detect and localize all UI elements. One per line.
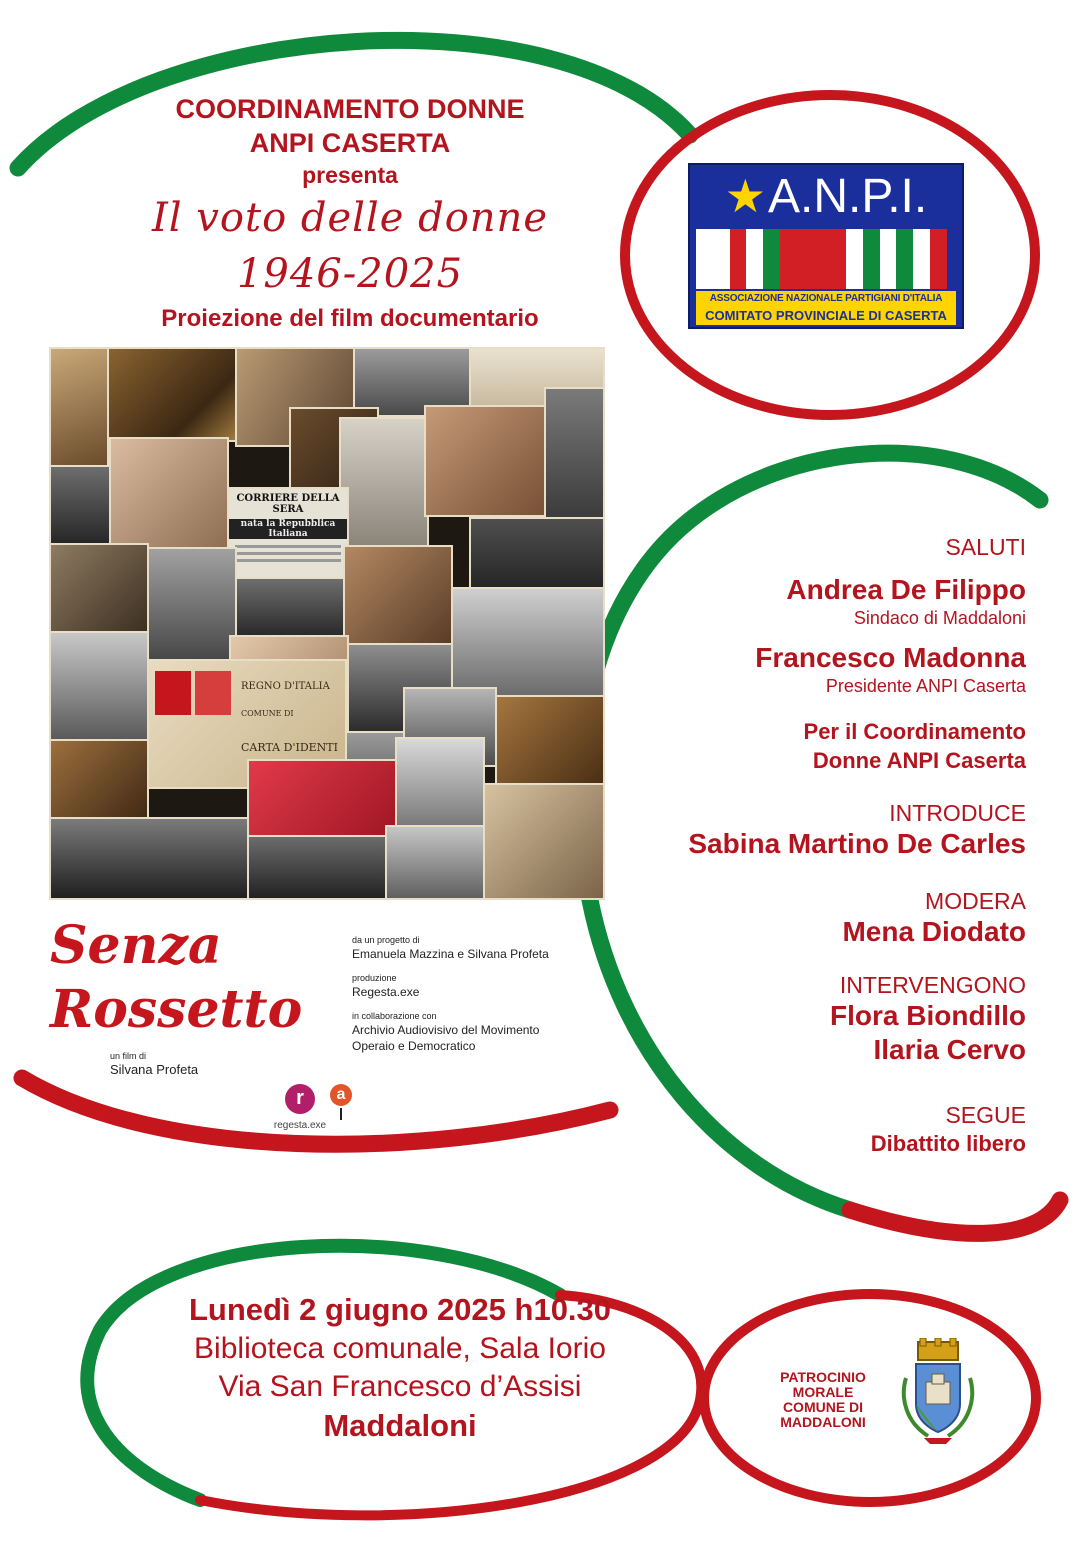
patronage-line3: COMUNE DI: [782, 1399, 864, 1415]
intervengono-label: INTERVENGONO: [839, 972, 1026, 998]
program-ring-red: [850, 1200, 1060, 1233]
collage-photo: [483, 783, 605, 900]
newspaper-line: [235, 559, 341, 562]
presents-text: presenta: [302, 162, 398, 188]
org-line1: COORDINAMENTO DONNE: [175, 94, 525, 124]
anpi-logo: [688, 163, 964, 329]
collage-photo: [424, 405, 546, 517]
event-date: Lunedì 2 giugno 2025 h10.30: [188, 1292, 612, 1327]
patronage-line2: MORALE: [792, 1384, 854, 1400]
speaker-name: Andrea De Filippo: [786, 574, 1026, 605]
project-names: Emanuela Mazzina e Silvana Profeta: [352, 947, 549, 961]
flag-icon: [796, 229, 848, 289]
flag-icon: [846, 229, 898, 289]
event-subtitle: Proiezione del film documentario: [161, 305, 539, 332]
film-author: [110, 1050, 198, 1078]
photo-collage: [49, 347, 605, 900]
poster-header: [60, 92, 640, 336]
event-info: [130, 1290, 670, 1446]
newspaper-masthead: CORRIERE DELLA SERA: [236, 493, 340, 515]
newspaper-line: [235, 545, 341, 548]
revenue-stamp: [155, 671, 191, 715]
coat-of-arms-icon: [896, 1338, 980, 1448]
segue-value: Dibattito libero: [870, 1131, 1026, 1156]
patronage-line1: PATROCINIO: [780, 1369, 866, 1385]
event-venue: Biblioteca comunale, Sala Iorio: [194, 1332, 606, 1365]
collage-photo: [49, 543, 149, 633]
newspaper-clipping: [227, 487, 349, 579]
event-city: Maddaloni: [323, 1408, 477, 1443]
anpi-logo-line1: ASSOCIAZIONE NAZIONALE PARTIGIANI D'ITALIA: [709, 293, 943, 304]
intervengono-name: Ilaria Cervo: [873, 1034, 1026, 1065]
speaker-name: Francesco Madonna: [755, 642, 1026, 673]
film-credits: [352, 934, 602, 1054]
film-author-label: un film di: [110, 1051, 147, 1061]
patronage-line4: MADDALONI: [780, 1414, 866, 1430]
introduce-name: Sabina Martino De Carles: [688, 828, 1026, 859]
document-type: CARTA D'IDENTI: [241, 741, 338, 754]
document-heading: REGNO D'ITALIA: [241, 681, 330, 692]
patronage: [760, 1370, 886, 1430]
flag-icon: [896, 229, 948, 289]
saluti-label: SALUTI: [945, 534, 1026, 560]
production-name: Regesta.exe: [352, 985, 420, 999]
star-icon: ★: [724, 170, 767, 222]
speaker-role: Presidente ANPI Caserta: [825, 676, 1026, 696]
newspaper-headline: nata la Repubblica Italiana: [229, 519, 347, 539]
event-address: Via San Francesco d’Assisi: [218, 1370, 582, 1403]
collage-photo: [107, 347, 237, 442]
collage-photo: [109, 437, 229, 557]
event-years: 1946-2025: [236, 251, 464, 297]
anpi-logo-title: [690, 165, 962, 227]
anpi-logo-line2: COMITATO PROVINCIALE DI CASERTA: [705, 308, 947, 323]
film-title: [50, 915, 303, 1040]
flag-icon: [696, 229, 748, 289]
collage-photo: [235, 577, 345, 637]
regesta-logo-icon: r: [285, 1084, 315, 1114]
collage-photo: [247, 835, 387, 900]
coordination-line2: Donne ANPI Caserta: [812, 748, 1026, 773]
speaker-role: Sindaco di Maddaloni: [853, 608, 1026, 628]
collage-photo: [147, 547, 237, 677]
regesta-logo: [272, 1084, 328, 1131]
anpi-logo-acronym: A.N.P.I.: [768, 170, 928, 223]
film-title-line1: Senza: [50, 915, 222, 976]
film-title-line2: Rossetto: [50, 979, 303, 1040]
collage-photo: [49, 631, 149, 741]
aamod-logo-stem: [340, 1108, 342, 1120]
aamod-logo-icon: a: [330, 1084, 352, 1106]
segue-label: SEGUE: [945, 1102, 1026, 1128]
collab-label: in collaborazione con: [352, 1011, 437, 1021]
modera-label: MODERA: [925, 888, 1026, 914]
flag-icon: [746, 229, 798, 289]
revenue-stamp: [195, 671, 231, 715]
newspaper-line: [235, 552, 341, 555]
project-label: da un progetto di: [352, 935, 420, 945]
collage-photo: [49, 739, 149, 829]
modera-name: Mena Diodato: [842, 916, 1026, 947]
anpi-logo-subtitle: [696, 291, 956, 325]
collage-photo: [385, 825, 485, 900]
intervengono-name: Flora Biondillo: [830, 1000, 1026, 1031]
introduce-label: INTRODUCE: [889, 800, 1026, 826]
org-line2: ANPI CASERTA: [249, 128, 451, 158]
event-title: Il voto delle donne: [152, 195, 548, 241]
production-label: produzione: [352, 973, 397, 983]
document-line: COMUNE DI: [241, 709, 294, 718]
collage-photo: [49, 817, 249, 900]
collage-photo: [451, 587, 605, 697]
collab-line2: Operaio e Democratico: [352, 1039, 476, 1053]
regesta-logo-text: regesta.exe: [273, 1120, 327, 1131]
program: [600, 533, 1026, 1158]
aamod-logo: [330, 1084, 352, 1120]
collage-photo: [339, 417, 429, 547]
collage-photo: [395, 737, 485, 827]
collage-photo: [343, 545, 453, 645]
collab-line1: Archivio Audiovisivo del Movimento: [352, 1023, 540, 1037]
film-author-name: Silvana Profeta: [110, 1062, 199, 1077]
collage-photo: [495, 695, 605, 785]
collage-photo: [49, 347, 109, 467]
coordination-line1: Per il Coordinamento: [803, 719, 1026, 744]
